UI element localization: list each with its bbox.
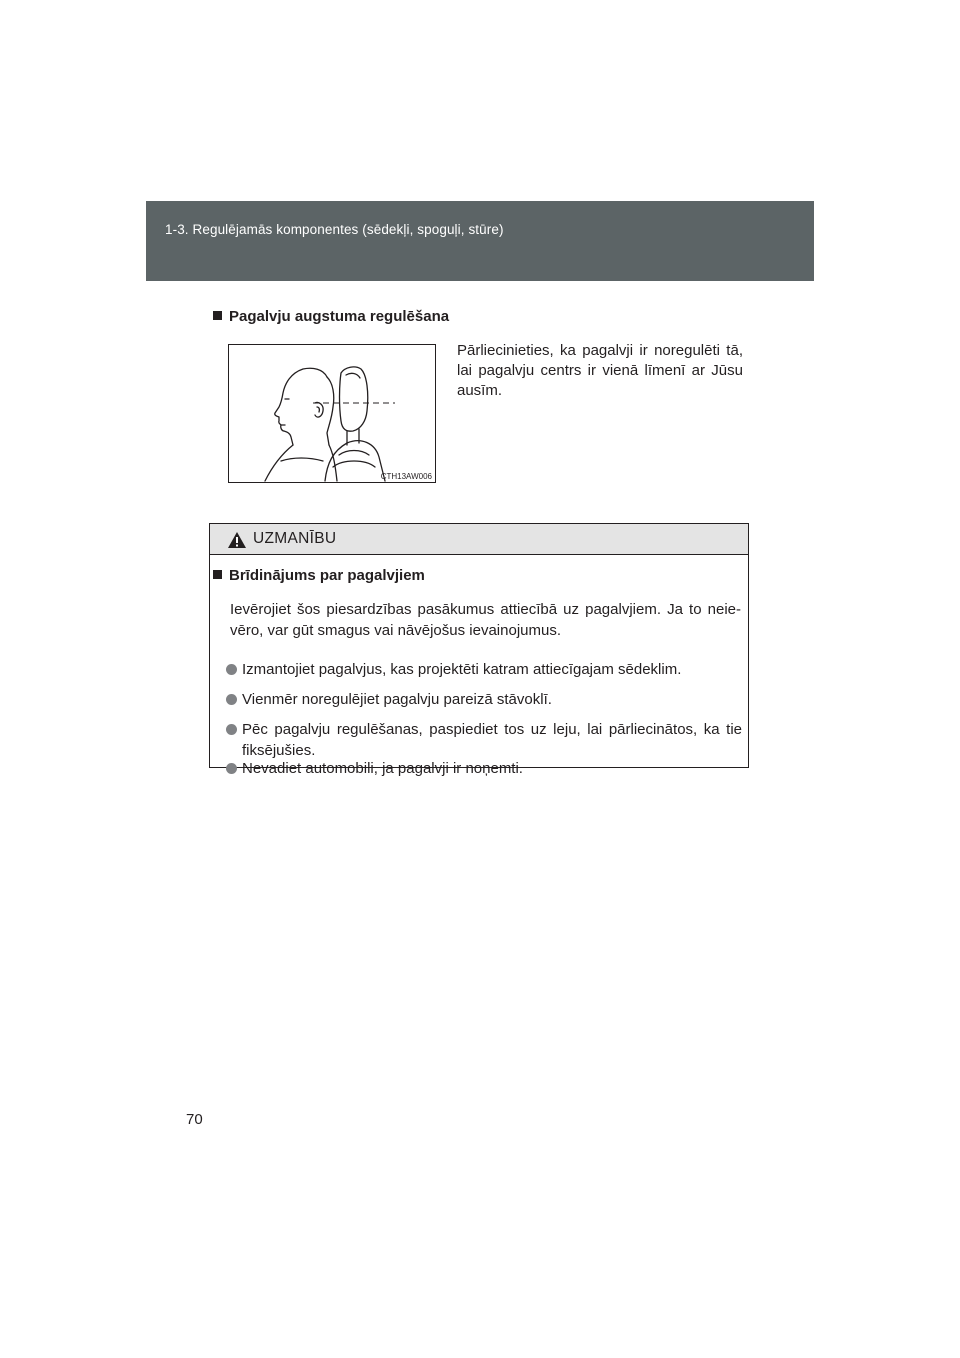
- list-item-text: Nevadiet automobili, ja pagalvji ir noņemti.: [242, 760, 523, 777]
- square-bullet-icon: [213, 311, 222, 320]
- caution-header: [210, 524, 748, 555]
- header-band: [146, 201, 814, 281]
- section-heading-text: Pagalvju augstuma regulēšana: [229, 308, 450, 325]
- illustration-code: CTH13AW006: [380, 472, 432, 481]
- warning-heading: [213, 567, 425, 584]
- caution-title: UZMANĪBU: [253, 530, 337, 547]
- warning-intro: Ievērojiet šos piesardzības pasākumus attiecībā uz pagalvjiem. Ja to neie-vēro, var gūt smagus vai nāvējošus ievainojumus.: [230, 601, 741, 639]
- bullet-dot-icon: [226, 724, 237, 735]
- warning-heading-text: Brīdinājums par pagalvjiem: [229, 567, 425, 584]
- list-item: [226, 659, 742, 680]
- section-breadcrumb: 1-3. Regulējamās komponentes (sēdekļi, spoguļi, stūre): [165, 222, 504, 237]
- list-item-text: Vienmēr noregulējiet pagalvju pareizā stāvoklī.: [242, 691, 552, 708]
- section-description: Pārliecinieties, ka pagalvji ir noregulēti tā, lai pagalvju centrs ir vienā līmenī ar Jūsu ausīm.: [457, 342, 743, 399]
- section-heading: [213, 308, 449, 325]
- list-item: [226, 758, 742, 779]
- warning-triangle-icon: [227, 531, 247, 549]
- list-item-text: Izmantojiet pagalvjus, kas projektēti katram attiecīgajam sēdeklim.: [242, 661, 682, 678]
- bullet-dot-icon: [226, 763, 237, 774]
- list-item: [226, 719, 742, 761]
- bullet-dot-icon: [226, 664, 237, 675]
- bullet-dot-icon: [226, 694, 237, 705]
- list-item: [226, 689, 742, 710]
- caution-box: [209, 523, 749, 777]
- headrest-illustration: [228, 344, 436, 483]
- square-bullet-icon: [213, 570, 222, 579]
- head-and-headrest-drawing: [229, 345, 435, 482]
- list-item-text: Pēc pagalvju regulēšanas, paspiediet tos uz leju, lai pārliecinātos, ka tie fiksējušies.: [242, 721, 742, 759]
- page-number: 70: [186, 1111, 203, 1128]
